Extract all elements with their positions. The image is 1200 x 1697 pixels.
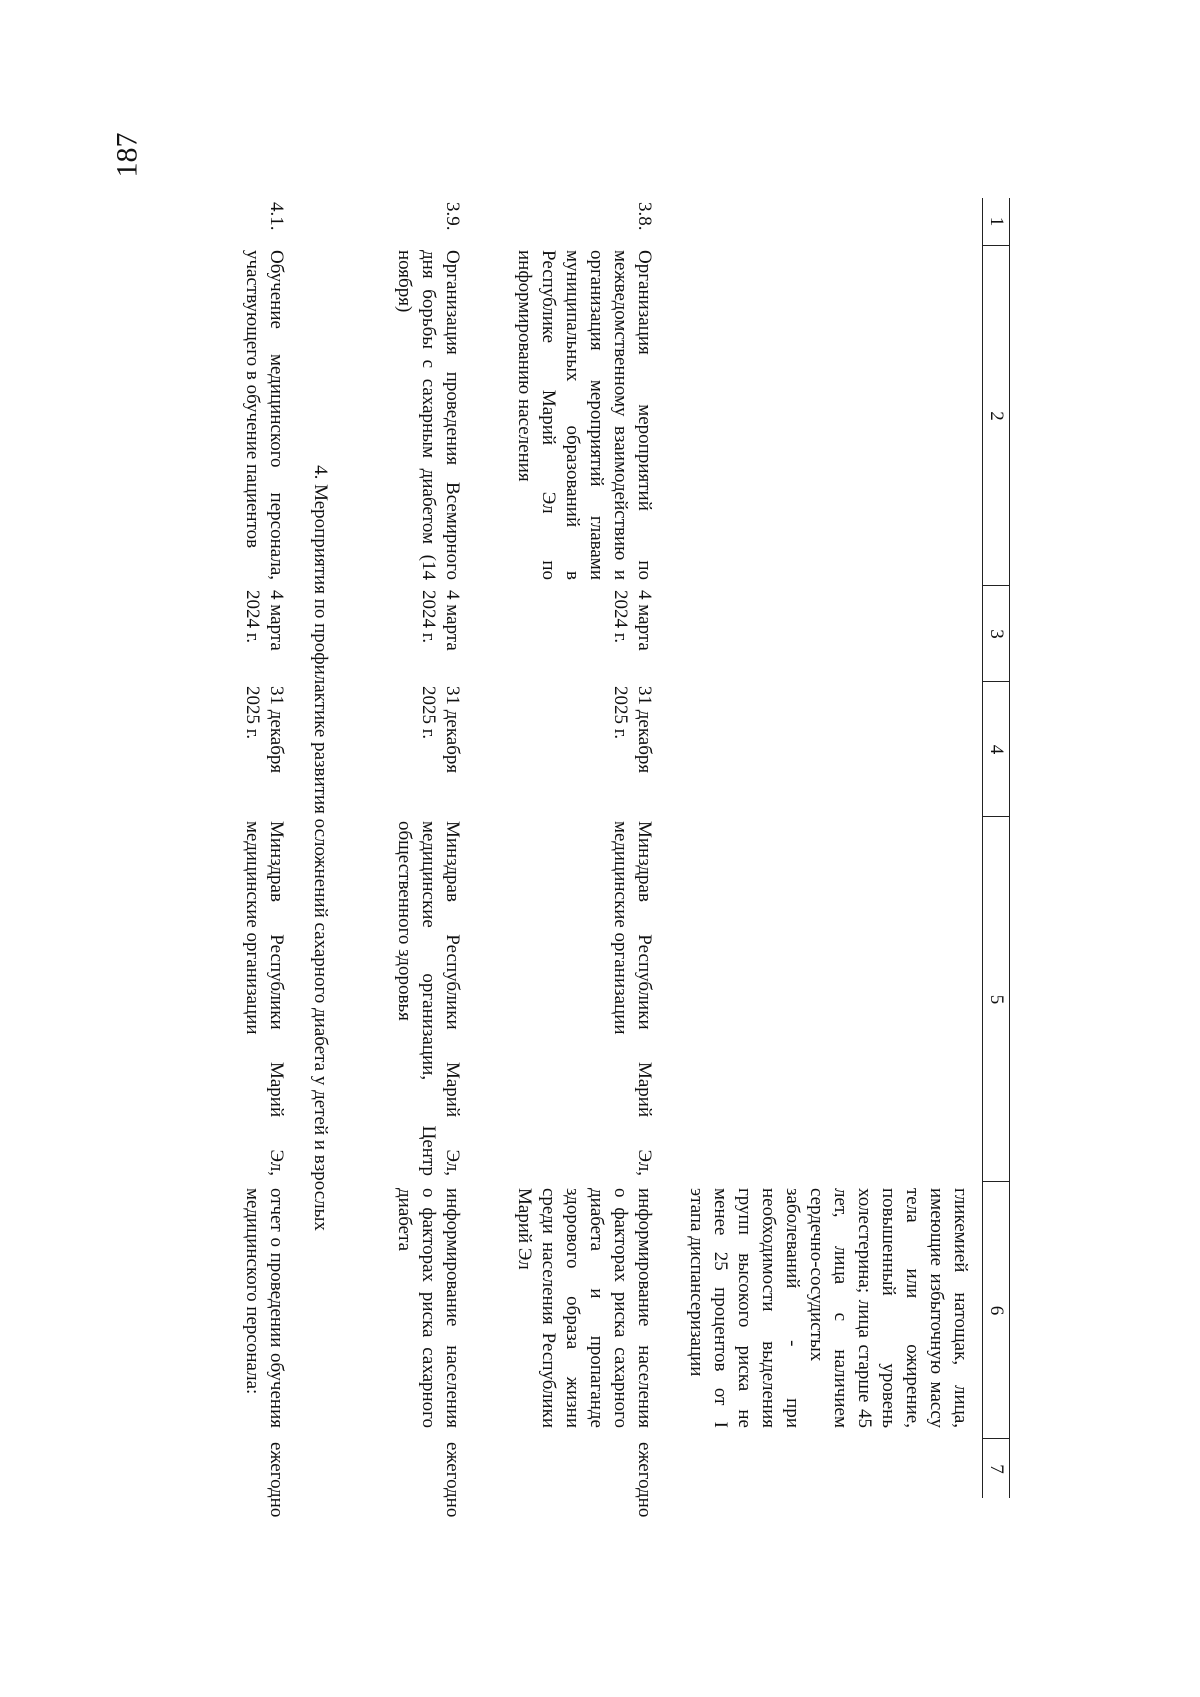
- row-frequency: ежегодно: [634, 1442, 655, 1518]
- continuation-cell-6: гликемией натощак, лица, имеющие избыточную массу тела или ожирение, повышенный уровень холестерина; лица старше 45 лет, лица с наличием сердечно-сосудистых заболеваний - при необходимости выделения групп высокого риска не менее 25 процентов от I этапа диспансеризации: [686, 1188, 971, 1428]
- row-start-date: 4 марта 2024 г.: [418, 590, 463, 651]
- row-frequency: ежегодно: [442, 1442, 463, 1518]
- header-cell-4: 4: [983, 681, 1009, 817]
- row-activity: Организация мероприятий по межведомственному взаимодействию и организация мероприятий главами муниципальных образований в Республике Марий Эл по информированию населения: [514, 250, 655, 580]
- header-cell-2: 2: [983, 245, 1009, 586]
- page-number: 187: [110, 132, 144, 178]
- row-start-date: 4 марта 2024 г.: [610, 590, 655, 651]
- landscape-table: [70, 198, 1010, 1518]
- header-cell-7: 7: [983, 1438, 1009, 1499]
- header-cell-1: 1: [986, 216, 1007, 227]
- row-responsible: Минздрав Республики Марий Эл, медицинские организации, Центр общественного здоровья: [394, 821, 463, 1176]
- row-end-date: 31 декабря 2025 г.: [418, 686, 463, 774]
- row-end-date: 31 декабря 2025 г.: [610, 686, 655, 774]
- header-cell-6: 6: [983, 1181, 1009, 1439]
- row-responsible: Минздрав Республики Марий Эл, медицинские организации: [242, 821, 287, 1176]
- row-result: информирование населения о факторах риска сахарного диабета и пропаганде здорового образа жизни среди населения Республики Марий Эл: [514, 1188, 655, 1428]
- row-result: отчет о проведении обучения медицинского персонала:: [242, 1188, 287, 1428]
- row-activity: Обучение медицинского персонала, участвующего в обучение пациентов: [242, 250, 287, 580]
- row-end-date: 31 декабря 2025 г.: [242, 686, 287, 774]
- header-cell-5: 5: [983, 816, 1009, 1182]
- row-number: 3.8.: [634, 202, 655, 231]
- row-activity: Организация проведения Всемирного дня борьбы с сахарным диабетом (14 ноября): [394, 250, 463, 580]
- row-number: 4.1.: [266, 202, 287, 231]
- table-header-row: [982, 198, 1010, 1498]
- row-result: информирование населения о факторах риска сахарного диабета: [394, 1188, 463, 1428]
- row-number: 3.9.: [442, 202, 463, 231]
- section-4-title: 4. Мероприятия по профилактике развития осложнений сахарного диабета у детей и взрослых: [310, 465, 331, 1231]
- row-frequency: ежегодно: [266, 1442, 287, 1518]
- header-cell-3: 3: [983, 585, 1009, 682]
- row-responsible: Минздрав Республики Марий Эл, медицинские организации: [610, 821, 655, 1176]
- row-start-date: 4 марта 2024 г.: [242, 590, 287, 651]
